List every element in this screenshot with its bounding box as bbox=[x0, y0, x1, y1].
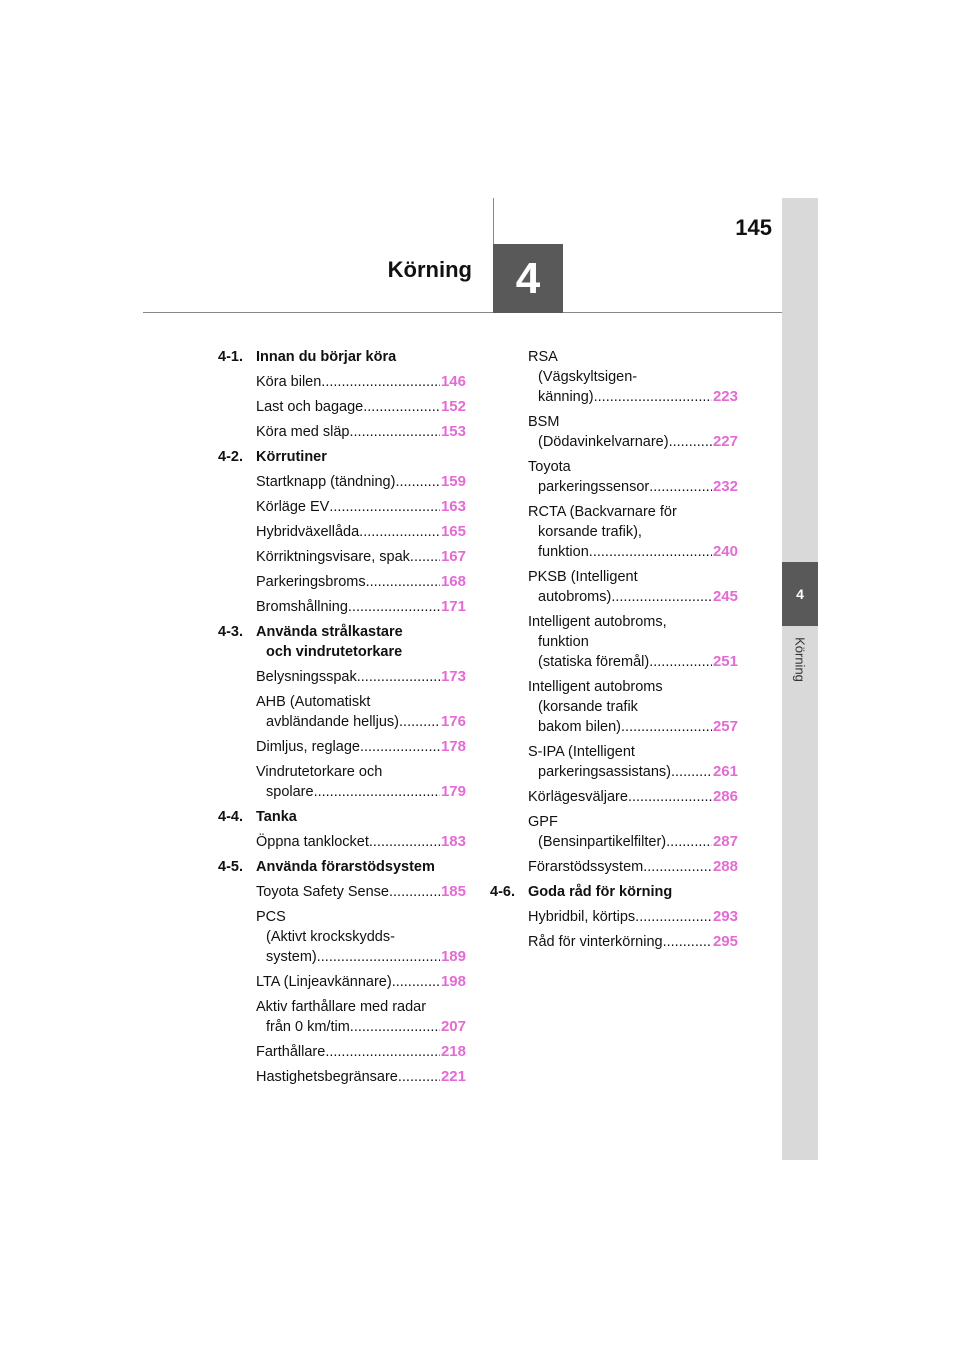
entry-title-line: Dimljus, reglage bbox=[256, 739, 360, 755]
entry-title-line: avbländande helljus) bbox=[266, 714, 400, 730]
page-reference-link[interactable]: 293 bbox=[712, 908, 738, 925]
entry-title-line: Farthållare bbox=[256, 1044, 326, 1060]
page-reference-link[interactable]: 163 bbox=[440, 498, 466, 515]
entry-title-line: Last och bagage bbox=[256, 399, 364, 415]
page-reference-link[interactable]: 159 bbox=[440, 473, 466, 490]
toc-section bbox=[218, 807, 466, 827]
entry-title-line: Förarstödssystem bbox=[528, 859, 644, 875]
entry-title-line: (Aktivt krockskydds- bbox=[266, 929, 395, 945]
toc-entry[interactable] bbox=[528, 907, 738, 927]
section-title: Använda förarstödsystem bbox=[256, 859, 435, 875]
toc-entry[interactable] bbox=[528, 812, 738, 852]
section-title: Använda strålkastare och vindrutetorkare bbox=[256, 624, 403, 660]
entry-title-line: känning) bbox=[538, 389, 594, 405]
toc-entry[interactable] bbox=[256, 692, 466, 732]
entry-title-line: Råd för vinterkörning bbox=[528, 934, 663, 950]
section-number: 4-6. bbox=[490, 884, 515, 900]
toc-entry[interactable] bbox=[256, 832, 466, 852]
toc-entry[interactable] bbox=[256, 907, 466, 967]
dot-leader bbox=[589, 542, 712, 562]
entry-title-line: korsande trafik), bbox=[538, 524, 642, 540]
entry-title-line: Hybridbil, körtips bbox=[528, 909, 636, 925]
page-reference-link[interactable]: 146 bbox=[440, 373, 466, 390]
dot-leader bbox=[649, 477, 712, 497]
entry-title-line: (Vägskyltsigen- bbox=[538, 369, 638, 385]
entry-title-line: Köra med släp bbox=[256, 424, 350, 440]
page-reference-link[interactable]: 232 bbox=[712, 478, 738, 495]
dot-leader bbox=[643, 857, 712, 877]
page-reference-link[interactable]: 176 bbox=[440, 713, 466, 730]
entry-title-line: från 0 km/tim bbox=[266, 1019, 350, 1035]
toc-entry[interactable] bbox=[528, 932, 738, 952]
toc-entry[interactable] bbox=[256, 882, 466, 902]
dot-leader bbox=[329, 497, 440, 517]
header-divider-horizontal bbox=[143, 312, 782, 313]
toc-entry[interactable] bbox=[256, 997, 466, 1037]
entry-title-line: Öppna tanklocket bbox=[256, 834, 369, 850]
section-number: 4-5. bbox=[218, 859, 243, 875]
toc-entry[interactable] bbox=[256, 1067, 466, 1087]
dot-leader bbox=[317, 947, 440, 967]
dot-leader bbox=[392, 972, 440, 992]
page-reference-link[interactable]: 257 bbox=[712, 718, 738, 735]
dot-leader bbox=[628, 787, 712, 807]
side-tab-label: Körning bbox=[792, 637, 808, 682]
entry-title-line: Toyota bbox=[528, 459, 571, 475]
entry-title-line: RCTA (Backvarnare för bbox=[528, 504, 677, 520]
page-reference-link[interactable]: 171 bbox=[440, 598, 466, 615]
section-number: 4-4. bbox=[218, 809, 243, 825]
dot-leader bbox=[348, 597, 440, 617]
dot-leader bbox=[663, 932, 712, 952]
toc-entry[interactable] bbox=[528, 567, 738, 607]
toc-entry[interactable] bbox=[256, 372, 466, 392]
toc-entry[interactable] bbox=[256, 422, 466, 442]
toc-entry[interactable] bbox=[256, 762, 466, 802]
entry-title-line: S-IPA (Intelligent bbox=[528, 744, 635, 760]
chapter-title: Körning bbox=[387, 257, 472, 282]
toc-section bbox=[218, 447, 466, 467]
toc-section bbox=[490, 882, 738, 902]
entry-title-line: funktion bbox=[538, 634, 589, 650]
section-number: 4-2. bbox=[218, 449, 243, 465]
entry-title-line: funktion bbox=[538, 544, 589, 560]
header-divider-vertical bbox=[493, 198, 494, 244]
toc-entry[interactable] bbox=[528, 677, 738, 737]
entry-title-line: autobroms) bbox=[538, 589, 612, 605]
entry-title-line: Vindrutetorkare och bbox=[256, 764, 383, 780]
toc-entry[interactable] bbox=[256, 397, 466, 417]
dot-leader bbox=[359, 522, 440, 542]
dot-leader bbox=[398, 1067, 440, 1087]
entry-title-line: Toyota Safety Sense bbox=[256, 884, 389, 900]
toc-entry[interactable] bbox=[256, 737, 466, 757]
entry-title-line: Parkeringsbroms bbox=[256, 574, 366, 590]
section-title: Körrutiner bbox=[256, 449, 327, 465]
page-reference-link[interactable]: 295 bbox=[712, 933, 738, 950]
entry-title-line: LTA (Linjeavkännare) bbox=[256, 974, 392, 990]
entry-title-line: PCS bbox=[256, 909, 286, 925]
toc-entry[interactable] bbox=[528, 787, 738, 807]
toc-section bbox=[218, 347, 466, 367]
page-reference-link[interactable]: 221 bbox=[440, 1068, 466, 1085]
entry-title-line: Aktiv farthållare med radar bbox=[256, 999, 427, 1015]
entry-title-line: Startknapp (tändning) bbox=[256, 474, 396, 490]
dot-leader bbox=[395, 472, 440, 492]
dot-leader bbox=[621, 717, 712, 737]
entry-title-line: system) bbox=[266, 949, 317, 965]
dot-leader bbox=[594, 387, 712, 407]
toc-entry[interactable] bbox=[256, 522, 466, 542]
entry-title-line: bakom bilen) bbox=[538, 719, 622, 735]
toc-section bbox=[218, 622, 466, 662]
toc-entry[interactable] bbox=[256, 572, 466, 592]
toc-entry[interactable] bbox=[528, 502, 738, 562]
page-reference-link[interactable]: 173 bbox=[440, 668, 466, 685]
page-reference-link[interactable]: 288 bbox=[712, 858, 738, 875]
page-reference-link[interactable]: 153 bbox=[440, 423, 466, 440]
dot-leader bbox=[649, 652, 712, 672]
entry-title-line: Körlägesväljare bbox=[528, 789, 628, 805]
entry-title-line: RSA bbox=[528, 349, 558, 365]
dot-leader bbox=[314, 782, 440, 802]
toc-entry[interactable] bbox=[528, 412, 738, 452]
page-reference-link[interactable]: 198 bbox=[440, 973, 466, 990]
dot-leader bbox=[350, 422, 440, 442]
toc-entry[interactable] bbox=[256, 597, 466, 617]
toc-entry[interactable] bbox=[256, 497, 466, 517]
page-number: 145 bbox=[735, 215, 772, 240]
page-reference-link[interactable]: 286 bbox=[712, 788, 738, 805]
dot-leader bbox=[363, 397, 440, 417]
entry-title-line: parkeringsassistans) bbox=[538, 764, 671, 780]
entry-title-line: BSM bbox=[528, 414, 560, 430]
entry-title-line: Hybridväxellåda bbox=[256, 524, 360, 540]
page-reference-link[interactable]: 179 bbox=[440, 783, 466, 800]
page-reference-link[interactable]: 167 bbox=[440, 548, 466, 565]
entry-title-line: Körläge EV bbox=[256, 499, 330, 515]
dot-leader bbox=[671, 762, 712, 782]
dot-leader bbox=[389, 882, 440, 902]
page-reference-link[interactable]: 218 bbox=[440, 1043, 466, 1060]
toc-entry[interactable] bbox=[256, 972, 466, 992]
toc-entry[interactable] bbox=[256, 1042, 466, 1062]
page-reference-link[interactable]: 240 bbox=[712, 543, 738, 560]
entry-title-line: Hastighetsbegränsare bbox=[256, 1069, 398, 1085]
dot-leader bbox=[669, 432, 712, 452]
dot-leader bbox=[366, 572, 440, 592]
section-title: Tanka bbox=[256, 809, 297, 825]
entry-title-line: AHB (Automatiskt bbox=[256, 694, 371, 710]
dot-leader bbox=[350, 1017, 440, 1037]
page-reference-link[interactable]: 287 bbox=[712, 833, 738, 850]
dot-leader bbox=[325, 1042, 440, 1062]
side-tab-number: 4 bbox=[782, 562, 818, 626]
entry-title-line: Intelligent autobroms, bbox=[528, 614, 667, 630]
entry-title-line: spolare bbox=[266, 784, 314, 800]
entry-title-line: Körriktningsvisare, spak bbox=[256, 549, 410, 565]
page-reference-link[interactable]: 207 bbox=[440, 1018, 466, 1035]
page-reference-link[interactable]: 227 bbox=[712, 433, 738, 450]
toc-entry[interactable] bbox=[528, 347, 738, 407]
toc-entry[interactable] bbox=[256, 667, 466, 687]
entry-title-line: PKSB (Intelligent bbox=[528, 569, 638, 585]
toc-entry[interactable] bbox=[528, 612, 738, 672]
entry-title-line: Intelligent autobroms bbox=[528, 679, 663, 695]
toc-entry[interactable] bbox=[528, 457, 738, 497]
toc-entry[interactable] bbox=[528, 857, 738, 877]
page-reference-link[interactable]: 152 bbox=[440, 398, 466, 415]
toc-column-right bbox=[490, 347, 738, 957]
dot-leader bbox=[369, 832, 440, 852]
page-reference-link[interactable]: 245 bbox=[712, 588, 738, 605]
page-reference-link[interactable]: 261 bbox=[712, 763, 738, 780]
dot-leader bbox=[321, 372, 440, 392]
entry-title-line: Belysningsspak bbox=[256, 669, 357, 685]
entry-title-line: Köra bilen bbox=[256, 374, 322, 390]
page-reference-link[interactable]: 165 bbox=[440, 523, 466, 540]
chapter-number-box: 4 bbox=[493, 244, 563, 313]
page-reference-link[interactable]: 183 bbox=[440, 833, 466, 850]
page-reference-link[interactable]: 189 bbox=[440, 948, 466, 965]
entry-title-line: parkeringssensor bbox=[538, 479, 650, 495]
entry-title-line: (korsande trafik bbox=[538, 699, 638, 715]
dot-leader bbox=[357, 667, 440, 687]
section-number: 4-3. bbox=[218, 624, 243, 640]
page-reference-link[interactable]: 185 bbox=[440, 883, 466, 900]
section-title: Goda råd för körning bbox=[528, 884, 673, 900]
toc-section bbox=[218, 857, 466, 877]
entry-title-line: (Dödavinkelvarnare) bbox=[538, 434, 669, 450]
page-reference-link[interactable]: 168 bbox=[440, 573, 466, 590]
entry-title-line: Bromshållning bbox=[256, 599, 348, 615]
toc-column-left bbox=[218, 347, 466, 1092]
page-reference-link[interactable]: 178 bbox=[440, 738, 466, 755]
entry-title-line: (Bensinpartikelfilter) bbox=[538, 834, 667, 850]
toc-entry[interactable] bbox=[528, 742, 738, 782]
page-reference-link[interactable]: 223 bbox=[712, 388, 738, 405]
toc-entry[interactable] bbox=[256, 472, 466, 492]
toc-entry[interactable] bbox=[256, 547, 466, 567]
page-reference-link[interactable]: 251 bbox=[712, 653, 738, 670]
entry-title-line: (statiska föremål) bbox=[538, 654, 650, 670]
section-number: 4-1. bbox=[218, 349, 243, 365]
dot-leader bbox=[666, 832, 712, 852]
section-title: Innan du börjar köra bbox=[256, 349, 397, 365]
entry-title-line: GPF bbox=[528, 814, 558, 830]
dot-leader bbox=[635, 907, 712, 927]
dot-leader bbox=[410, 547, 440, 567]
dot-leader bbox=[360, 737, 440, 757]
dot-leader bbox=[611, 587, 712, 607]
dot-leader bbox=[399, 712, 440, 732]
